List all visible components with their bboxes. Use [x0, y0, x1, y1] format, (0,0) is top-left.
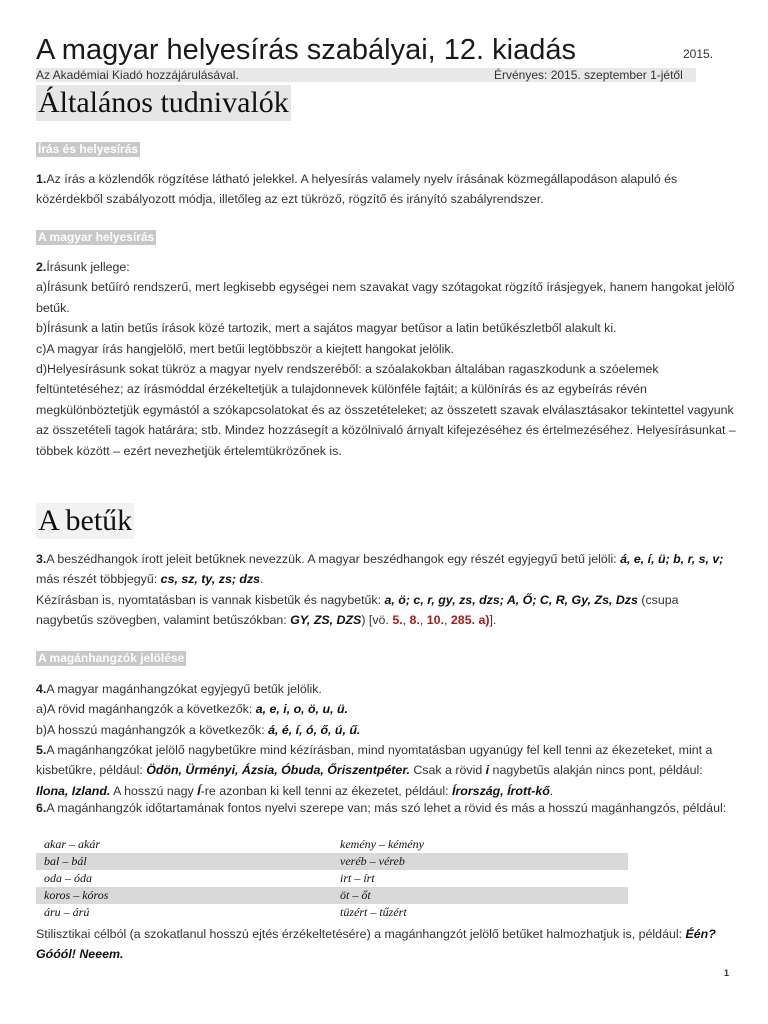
paragraph-4 [36, 679, 736, 740]
rule-number: 2. [36, 260, 47, 274]
paragraph-3 [36, 549, 736, 631]
rule-text: Az írás a közlendők rögzítése látható jelekkel. A helyesírás valamely nyelv írásának közmegállapodáson alapuló és közérdekből szabályozott módja, illetőleg az ezt tükröző, rögzítő és irányító szabályrendszer. [36, 172, 678, 207]
item-a: a)Írásunk betűíró rendszerű, mert legkisebb egységei nem szavakat vagy szótagokat rögzítő írásjegyek, hanem hangokat jelölő betűk. [36, 280, 735, 315]
section-hungarian: A magyar helyesírás [38, 230, 155, 244]
table-cell: koros – kóros [36, 887, 332, 904]
text: a)A rövid magánhangzók a következők: [36, 702, 256, 717]
text: A beszédhangok írott jeleit betűknek nevezzük. A magyar beszédhangok egy részét egyjegyű betű jelöli: [46, 552, 621, 566]
table-row [36, 853, 628, 870]
text: A magyar magánhangzókat egyjegyű betűk jelölik. [46, 682, 322, 696]
table-row [36, 887, 628, 904]
text: , [402, 613, 410, 628]
text: A magánhangzók időtartamának fontos nyelvi szerepe van; más szó lehet a rövid és más a hosszú magánhangzós, például: [46, 801, 727, 815]
heading-general: Általános tudnivalók [38, 86, 289, 119]
text: , [444, 613, 451, 628]
table-cell: tüzért – tűzért [340, 905, 407, 919]
rule-number: 5. [36, 743, 47, 757]
table-cell: kemény – kémény [340, 837, 424, 851]
item-d: d)Helyesírásunk sokat tükröz a magyar nyelv rendszeréből: a szóalakokban általában ragaszkodunk a szóelemek feltüntetéséhez; az írásmóddal érzékeltetjük a tulajdonnevek különféle fajtáit; a különírás és az egybeírás révén megkülönböztetjük egymástól a szókapcsolatokat és az összetételeket; az összetett szavak elválasztásakor tekintettel vagyunk az összetételi tagok határára; stb. Mindez hozzásegít a közölnivaló árnyalt kifejezéséhez és értelmezéséhez. Helyesírásunkat – többek között – ezért nevezhetjük értelemtükrözőnek is. [36, 362, 736, 458]
text: Kézírásban is, nyomtatásban is vannak kisbetűk és nagybetűk: [36, 592, 385, 607]
publisher-note: Az Akadémiai Kiadó hozzájárulásával. [36, 68, 239, 82]
example: a, e, i, o, ö, u, ü. [255, 702, 348, 717]
table-cell: irt – írt [340, 871, 375, 885]
example: Írország, Írott-kő [452, 783, 550, 798]
paragraph-1 [36, 169, 736, 210]
rule-number: 1. [36, 172, 47, 186]
text: . [549, 783, 554, 798]
cross-reference-link[interactable]: 5. [392, 613, 403, 628]
example: á, é, í, ó, ő, ú, ű. [268, 722, 361, 737]
heading-letters: A betűk [38, 504, 133, 537]
text: , [419, 613, 427, 628]
paragraph-2 [36, 257, 736, 461]
example: Í [197, 783, 201, 798]
example: Ilona, Izland. [36, 783, 111, 798]
text: ]. [489, 613, 497, 628]
text: más részét többjegyű: [36, 572, 161, 587]
text: . [260, 572, 264, 587]
word-pairs-table [36, 836, 628, 921]
text: ) [vö. [361, 613, 393, 628]
table-cell: veréb – véreb [332, 853, 628, 870]
cross-reference-link[interactable]: 8. [409, 613, 420, 628]
text: Stilisztikai célból (a szokatlanul hosszú ejtés érzékeltetésére) a magánhangzót jelölő betűket halmozhatjuk is, például: [36, 927, 686, 941]
cross-reference-link[interactable]: 285. a) [450, 613, 490, 628]
text: b)A hosszú magánhangzók a következők: [36, 722, 269, 737]
document-title: A magyar helyesírás szabályai, 12. kiadás [36, 34, 576, 66]
example: i [485, 763, 490, 778]
example: GY, ZS, DZS [290, 613, 362, 628]
text: A magánhangzókat jelölő nagybetűkre mind kézírásban, mind nyomtatásban ugyanúgy fel kell tenni az ékezeteket, mint a kisbetűkre, például: [36, 743, 713, 778]
rule-number: 6. [36, 801, 47, 815]
item-c: c)A magyar írás hangjelölő, mert betűi legtöbbször a kiejtett hangokat jelölik. [36, 341, 455, 356]
rule-number: 3. [36, 552, 47, 566]
rule-intro: Írásunk jellege: [46, 260, 130, 274]
example: Één? Góóól! Neeem. [36, 927, 716, 962]
text: nagybetűs alakján nincs pont, például: [489, 763, 703, 778]
edition-year: 2015. [683, 47, 714, 61]
text: (csupa nagybetűs szövegben, valamint betűszókban: [36, 592, 679, 628]
example: Ödön, Ürményi, Ázsia, Óbuda, Őriszentpéter. [146, 763, 410, 778]
table-cell: áru – árú [44, 905, 90, 919]
table-row [36, 904, 628, 921]
validity-note: Érvényes: 2015. szeptember 1-jétől [494, 68, 683, 82]
paragraph-7 [36, 924, 736, 965]
text: Csak a rövid [409, 763, 486, 778]
example: a, ö; c, r, gy, zs, dzs; A, Ő; C, R, Gy, Zs, Dzs [384, 592, 638, 607]
table-cell: öt – őt [332, 887, 628, 904]
text: A hosszú nagy [110, 783, 198, 798]
paragraph-6 [36, 801, 736, 816]
table-row [36, 836, 628, 853]
example: cs, sz, ty, zs; dzs [160, 572, 261, 587]
subtitle-bar [36, 68, 696, 82]
paragraph-5 [36, 740, 736, 801]
rule-number: 4. [36, 682, 47, 696]
page-number: 1 [724, 968, 730, 978]
table-row [36, 870, 628, 887]
table-cell: oda – óda [44, 871, 92, 885]
table-cell: akar – akár [44, 837, 100, 851]
item-b: b)Írásunk a latin betűs írások közé tartozik, mert a sajátos magyar betűsor a latin betűkészletből alakult ki. [36, 321, 617, 336]
text: -re azonban ki kell tenni az ékezetet, például: [200, 783, 453, 798]
section-writing: Írás és helyesírás [38, 142, 139, 156]
section-vowels: A magánhangzók jelölése [38, 651, 185, 665]
table-cell: bal – bál [36, 853, 332, 870]
example: á, e, í, ü; b, r, s, v; [620, 552, 724, 566]
cross-reference-link[interactable]: 10. [426, 613, 445, 628]
